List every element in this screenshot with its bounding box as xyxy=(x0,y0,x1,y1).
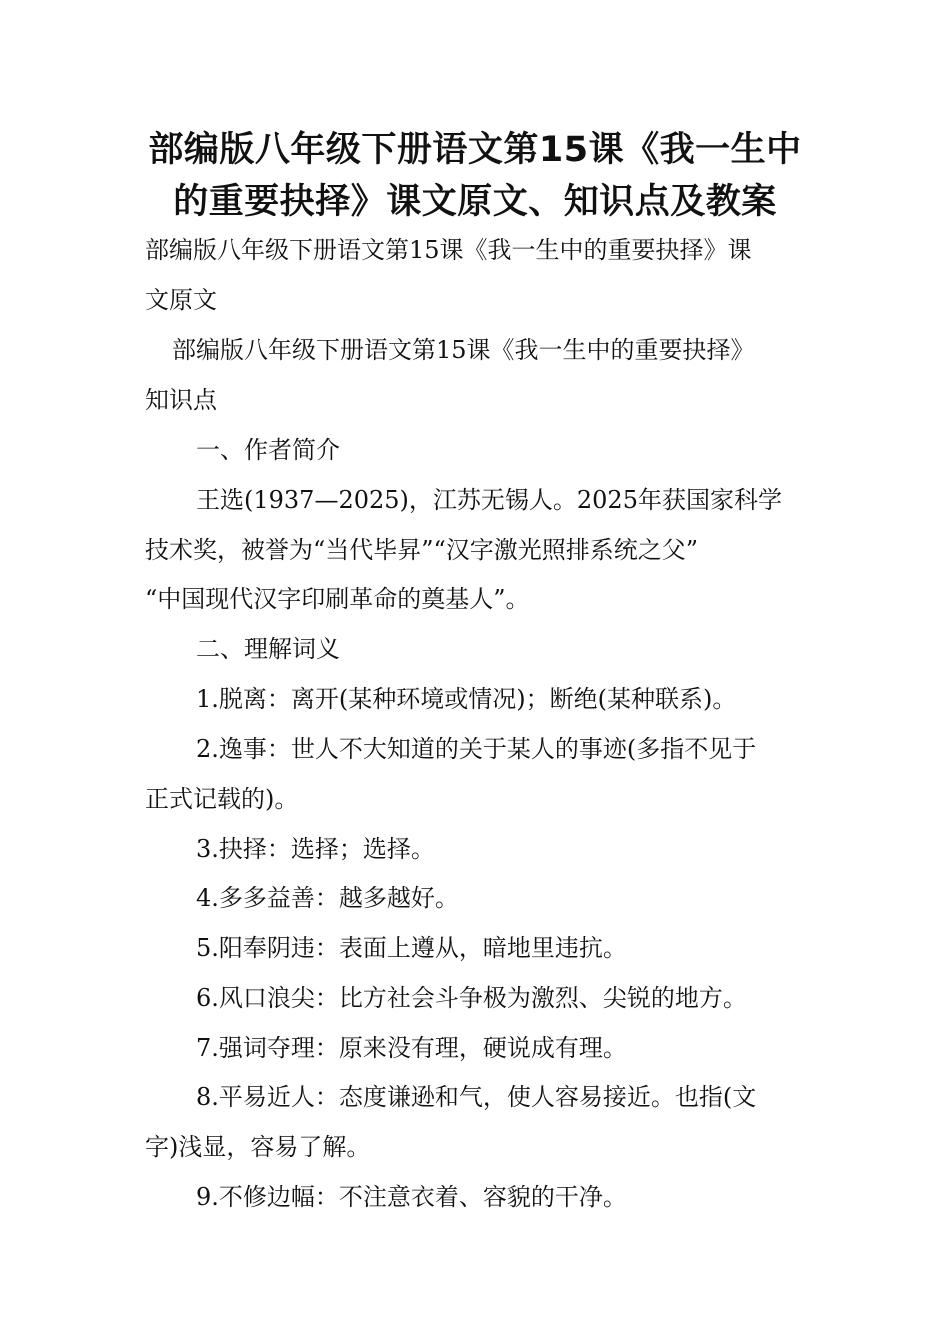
vocab-item: 8.平易近人：态度谦逊和气，使人容易接近。也指(文 xyxy=(196,1083,757,1111)
title-line-1: 部编版八年级下册语文第15课《我一生中 xyxy=(148,130,802,170)
section-heading-text: 文原文 xyxy=(145,286,217,314)
section-heading-knowledge: 知识点 xyxy=(145,386,217,414)
section-heading-knowledge: 部编版八年级下册语文第15课《我一生中的重要抉择》 xyxy=(172,336,755,364)
paragraph-line: 技术奖，被誉为“当代毕昇”“汉字激光照排系统之父” xyxy=(145,536,699,564)
section-heading-text: 部编版八年级下册语文第15课《我一生中的重要抉择》课 xyxy=(145,236,752,264)
vocab-item: 4.多多益善：越多越好。 xyxy=(196,884,459,912)
vocab-item: 5.阳奉阴违：表面上遵从，暗地里违抗。 xyxy=(196,934,627,962)
vocab-item: 2.逸事：世人不大知道的关于某人的事迹(多指不见于 xyxy=(196,735,757,763)
paragraph-line: “中国现代汉字印刷革命的奠基人”。 xyxy=(145,585,530,613)
vocab-item: 6.风口浪尖：比方社会斗争极为激烈、尖锐的地方。 xyxy=(196,984,747,1012)
vocab-item: 字)浅显，容易了解。 xyxy=(145,1133,371,1161)
paragraph-line: 王选(1937—2025)，江苏无锡人。2025年获国家科学 xyxy=(196,486,782,514)
subheading-author: 一、作者简介 xyxy=(196,436,340,464)
title-line-2: 的重要抉择》课文原文、知识点及教案 xyxy=(173,182,777,222)
vocab-item: 正式记载的)。 xyxy=(145,785,299,813)
vocab-item: 7.强词夺理：原来没有理，硬说成有理。 xyxy=(196,1034,627,1062)
vocab-item: 9.不修边幅：不注意衣着、容貌的干净。 xyxy=(196,1183,627,1211)
vocab-item: 1.脱离：离开(某种环境或情况)；断绝(某种联系)。 xyxy=(196,685,737,713)
vocab-item: 3.抉择：选择；选择。 xyxy=(196,835,435,863)
subheading-vocabulary: 二、理解词义 xyxy=(196,635,340,663)
